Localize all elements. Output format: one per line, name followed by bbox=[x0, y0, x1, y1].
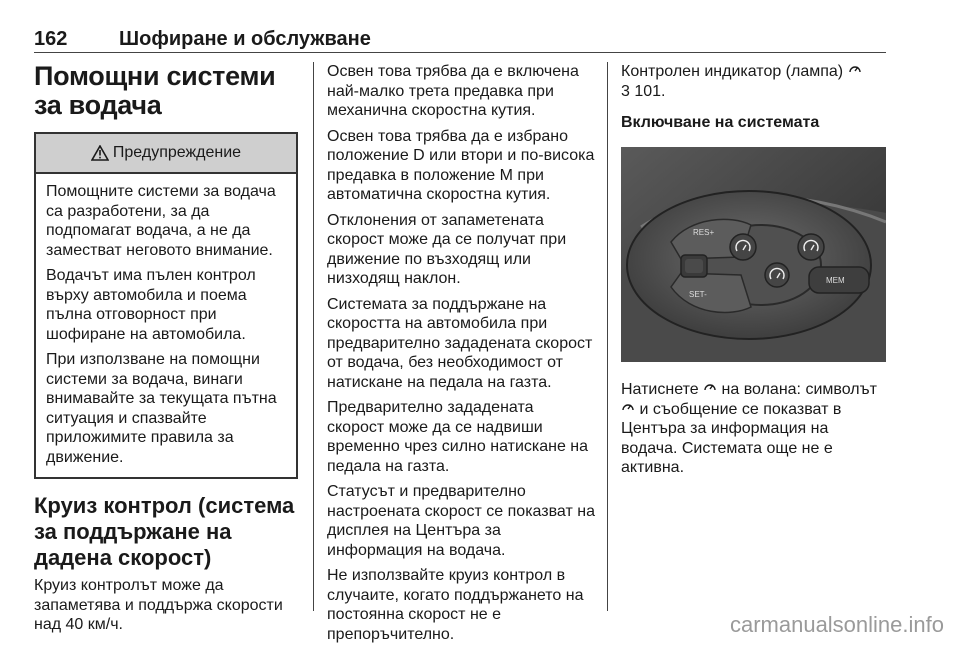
warning-paragraph: Помощните системи за водача са разработени, за да подпомагат водача, а не да заместват неговото внимание. bbox=[46, 183, 276, 259]
steering-wheel-figure bbox=[621, 147, 886, 362]
cruise-control-intro: Круиз контролът може да запаметява и поддържа скорости над 40 км/ч. bbox=[34, 577, 283, 633]
gear-text: при автоматична скоростна кутия. bbox=[327, 166, 551, 203]
gear-d: D bbox=[413, 147, 425, 164]
body-paragraph: Системата за поддържане на скоростта на автомобила при предварително зададената скорост от водача, без необходимост от натискане на педала на газта. bbox=[327, 295, 593, 391]
watermark: carmanualsonline.info bbox=[729, 612, 944, 637]
cruise-control-icon bbox=[621, 400, 635, 414]
column-2 bbox=[327, 62, 595, 650]
body-paragraph: Не използвайте круиз контрол в случаите, когато поддържането на постоянна скорост не е препоръчително. bbox=[327, 567, 584, 643]
indicator-ref: 3 101. bbox=[621, 82, 666, 100]
indicator-paragraph bbox=[621, 62, 886, 101]
mem-label: MEM bbox=[826, 276, 845, 285]
press-text: на волана: символът bbox=[721, 381, 877, 398]
steering-wheel-illustration bbox=[621, 147, 886, 362]
running-title: Шофиране и обслужване bbox=[119, 28, 371, 50]
column-divider bbox=[313, 62, 314, 611]
res-label: RES+ bbox=[693, 228, 715, 237]
warning-body bbox=[36, 174, 296, 477]
column-divider bbox=[607, 62, 608, 611]
warning-label: Предупреждение bbox=[112, 144, 242, 161]
indicator-text: Контролен индикатор (лампа) bbox=[621, 63, 844, 80]
cruise-control-title: Круиз контрол (система за поддържане на дадена скорост) bbox=[34, 493, 295, 570]
page-number: 162 bbox=[34, 28, 68, 50]
section-title: Помощни системи за водача bbox=[34, 61, 276, 120]
body-paragraph: Предварително зададената скорост може да се надвиши временно чрез силно натискане на педала на газта. bbox=[327, 399, 589, 475]
gear-text: или втори и по-висока предавка в положение bbox=[327, 147, 595, 184]
set-label: SET- bbox=[689, 290, 707, 299]
column-3 bbox=[621, 62, 886, 484]
gear-text: Освен това трябва да е избрано положение bbox=[327, 127, 569, 164]
deviation-paragraph: Отклонения от запаметената скорост може да се получат при движение по възходящ или низходящ наклон. bbox=[327, 211, 567, 287]
body-paragraph: Освен това трябва да е включена най-малко трета предавка при механична скоростна кутия. bbox=[327, 63, 579, 119]
column-1 bbox=[34, 62, 298, 641]
activation-subhead: Включване на системата bbox=[621, 114, 820, 131]
warning-header bbox=[36, 134, 296, 174]
warning-paragraph: При използване на помощни системи за водача, винаги внимавайте за текущата пътна ситуация и спазвайте приложимите правила за движение. bbox=[46, 351, 277, 466]
press-text: и съобщение се показват в Центъра за информация на водача. Системата още не е активна. bbox=[621, 400, 842, 476]
press-text: Натиснете bbox=[621, 381, 699, 398]
warning-box bbox=[34, 132, 298, 479]
header-rule bbox=[34, 52, 886, 53]
gear-paragraph bbox=[327, 127, 595, 205]
warning-paragraph: Водачът има пълен контрол върху автомобила и поема пълна отговорност при шофиране на автомобила. bbox=[46, 267, 256, 343]
cruise-control-icon bbox=[703, 380, 717, 394]
warning-icon bbox=[91, 145, 109, 161]
cruise-control-icon bbox=[848, 63, 862, 80]
page-header bbox=[34, 28, 886, 54]
body-paragraph: Статусът и предварително настроената скорост се показват на дисплея на Центъра за информация на водача. bbox=[327, 483, 595, 559]
gear-m: M bbox=[499, 166, 513, 184]
press-paragraph bbox=[621, 380, 886, 478]
